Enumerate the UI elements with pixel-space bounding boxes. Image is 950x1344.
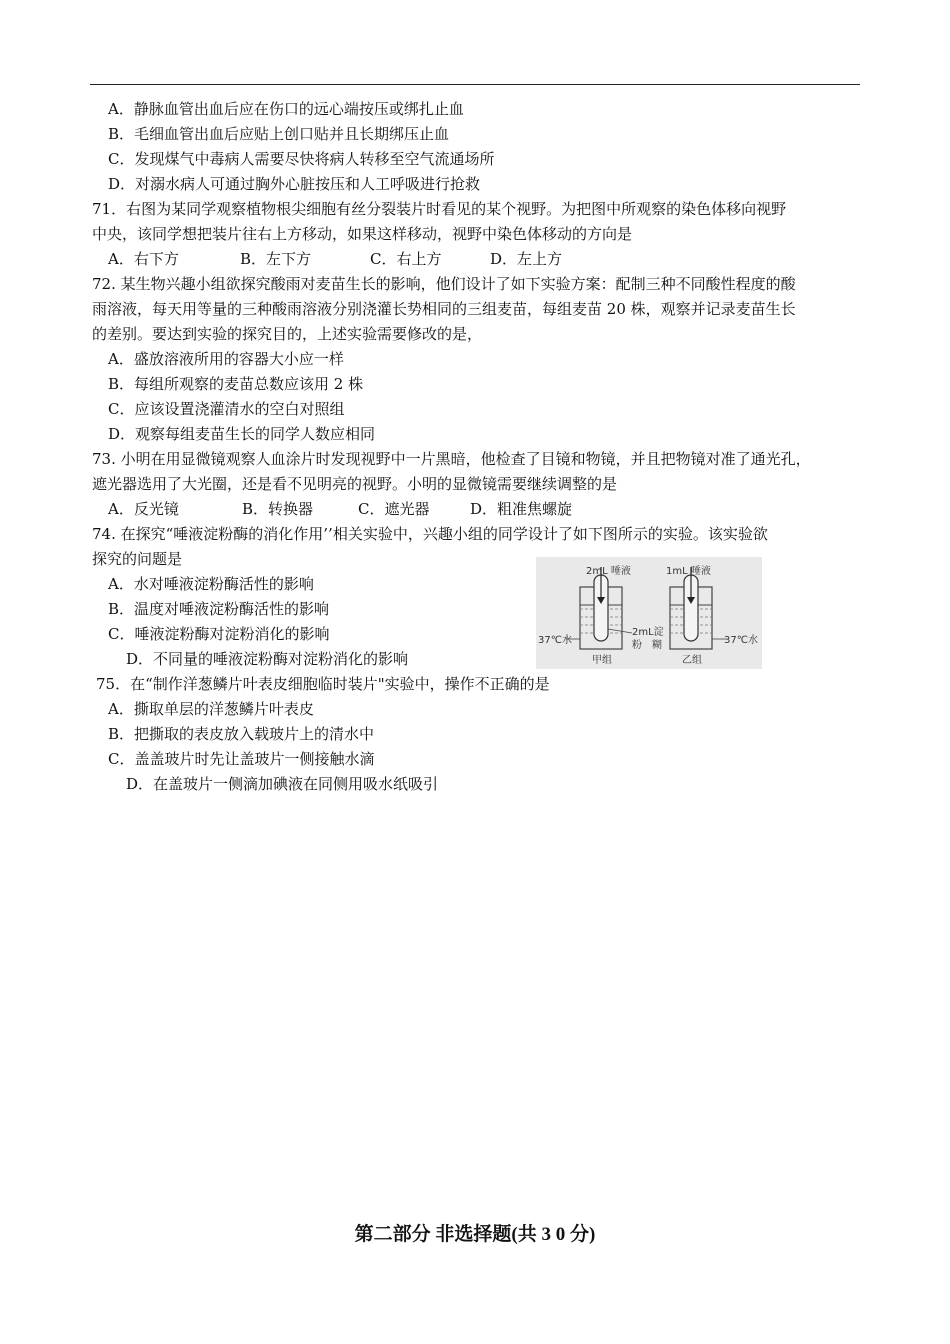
q70-option-d: D．对溺水病人可通过胸外心脏按压和人工呼吸进行抢救 <box>108 175 481 193</box>
q72-option-d: D．观察每组麦苗生长的同学人数应相同 <box>108 425 376 443</box>
q74-option-c: C．唾液淀粉酶对淀粉消化的影响 <box>108 625 330 643</box>
q74-stem-line1: 74. 在探究“唾液淀粉酶的消化作用’’相关实验中，兴趣小组的同学设计了如下图所示的实验。该实验欲 <box>92 525 768 543</box>
q71-options <box>108 250 562 268</box>
starch-label-line2: 粉 糊 <box>632 640 662 651</box>
right-water-label: 37℃水 <box>724 635 758 646</box>
q74-option-a: A．水对唾液淀粉酶活性的影响 <box>108 575 314 593</box>
q72-option-a: A．盛放溶液所用的容器大小应一样 <box>108 350 344 368</box>
left-saliva-label: 2mL 唾液 <box>586 566 631 577</box>
section-heading: 第二部分 非选择题(共 3 0 分) <box>354 1224 596 1245</box>
right-group-label: 乙组 <box>682 655 702 666</box>
q70-option-b: B．毛细血管出血后应贴上创口贴并且长期绑压止血 <box>108 125 450 143</box>
q75-option-b: B．把撕取的表皮放入载玻片上的清水中 <box>108 725 375 743</box>
q72-option-b: B．每组所观察的麦苗总数应该用 2 株 <box>108 375 364 393</box>
q70-option-a: A．静脉血管出血后应在伤口的远心端按压或绑扎止血 <box>108 100 464 118</box>
right-saliva-label: 1mL 唾液 <box>666 566 711 577</box>
q73-stem-line2: 遮光器选用了大光圈，还是看不见明亮的视野。小明的显微镜需要继续调整的是 <box>92 475 618 493</box>
q73-stem-line1: 73. 小明在用显微镜观察人血涂片时发现视野中一片黑暗，他检查了目镜和物镜，并且把物镜对准了通光孔， <box>92 450 811 468</box>
q71-stem-line1: 71．右图为某同学观察植物根尖细胞有丝分裂装片时看见的某个视野。为把图中所观察的染色体移向视野 <box>92 200 787 218</box>
q72-stem-line1: 72. 某生物兴趣小组欲探究酸雨对麦苗生长的影响，他们设计了如下实验方案：配制三种不同酸性程度的酸 <box>92 275 796 293</box>
q75-stem: 75．在“制作洋葱鳞片叶表皮细胞临时装片"实验中，操作不正确的是 <box>96 675 550 693</box>
q73-option-b: B．转换器 <box>242 500 314 518</box>
q72-stem-line2: 雨溶液，每天用等量的三种酸雨溶液分别浇灌长势相同的三组麦苗，每组麦苗 20 株，观察并记录麦苗生长 <box>92 300 796 318</box>
beaker-diagram <box>536 557 762 669</box>
q75-option-d: D．在盖玻片一侧滴加碘液在同侧用吸水纸吸引 <box>126 775 439 793</box>
header-rule <box>90 84 860 85</box>
left-water-label: 37℃水 <box>538 635 572 646</box>
q72-option-c: C．应该设置浇灌清水的空白对照组 <box>108 400 345 418</box>
q74-option-d: D．不同量的唾液淀粉酶对淀粉消化的影响 <box>126 650 409 668</box>
q70-option-c: C．发现煤气中毒病人需要尽快将病人转移至空气流通场所 <box>108 150 495 168</box>
left-group-label: 甲组 <box>592 655 612 666</box>
q73-option-d: D．粗准焦螺旋 <box>470 500 573 518</box>
q71-option-d: D．左上方 <box>490 250 563 268</box>
q73-options <box>108 500 572 518</box>
q73-option-c: C．遮光器 <box>358 500 430 518</box>
q72-stem-line3: 的差别。要达到实验的探究目的，上述实验需要修改的是， <box>92 325 483 343</box>
starch-label-line1: 2mL淀 <box>632 627 664 638</box>
q75-option-a: A．撕取单层的洋葱鳞片叶表皮 <box>108 700 314 718</box>
q73-option-a: A．反光镜 <box>108 500 179 518</box>
q71-option-b: B．左下方 <box>240 250 312 268</box>
q74-option-b: B．温度对唾液淀粉酶活性的影响 <box>108 600 330 618</box>
q75-option-c: C．盖盖玻片时先让盖玻片一侧接触水滴 <box>108 750 375 768</box>
q71-stem-line2: 中央，该同学想把装片往右上方移动，如果这样移动，视野中染色体移动的方向是 <box>92 225 633 243</box>
saliva-experiment-figure <box>536 557 762 669</box>
q74-stem-line2: 探究的问题是 <box>92 550 183 568</box>
q71-option-a: A．右下方 <box>108 250 179 268</box>
q71-option-c: C．右上方 <box>370 250 442 268</box>
